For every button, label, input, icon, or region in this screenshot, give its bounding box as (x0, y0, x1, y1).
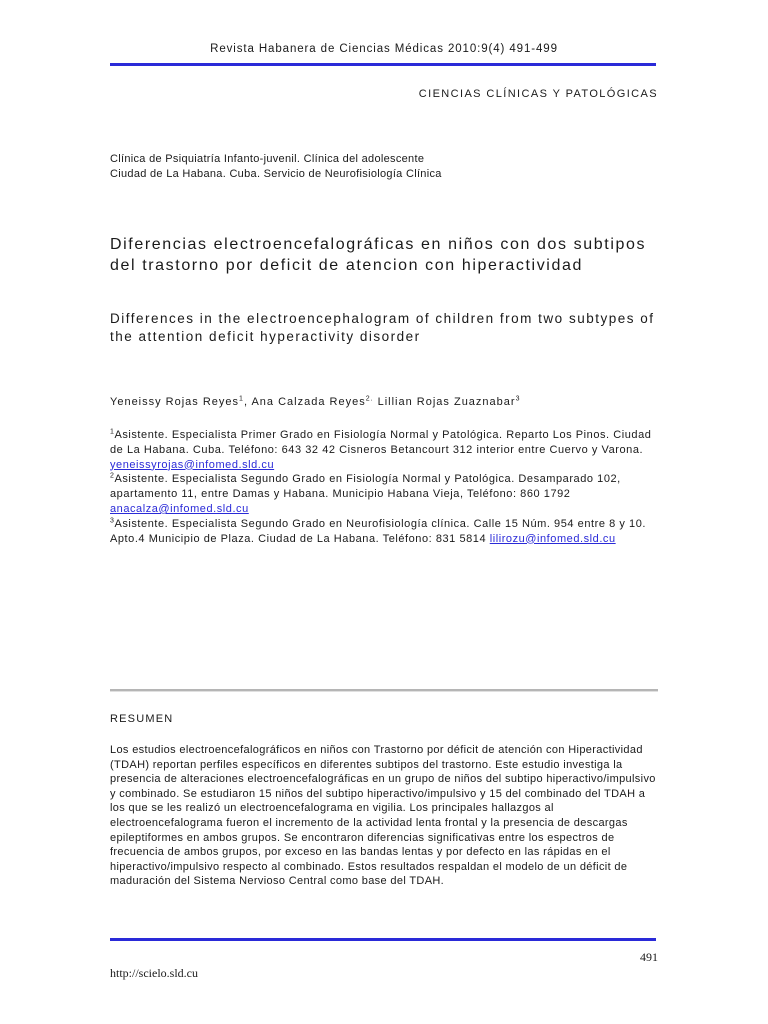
page-number: 491 (640, 950, 658, 964)
author-separator: , (243, 396, 252, 408)
section-label: CIENCIAS CLÍNICAS Y PATOLÓGICAS (418, 88, 658, 100)
author-3: Lillian Rojas Zuaznabar (377, 396, 516, 408)
bottom-divider (110, 938, 656, 941)
abstract-heading: RESUMEN (110, 713, 174, 725)
email-link-3[interactable]: lilirozu@infomed.sld.cu (489, 532, 616, 545)
author-list (110, 396, 670, 408)
section-divider (110, 689, 658, 692)
institution-block (110, 152, 670, 182)
institution-line-2: Ciudad de La Habana. Cuba. Servicio de Neurofisiología Clínica (110, 168, 442, 180)
affiliation-3 (110, 517, 658, 547)
title-spanish: Diferencias electroencefalográficas en niños con dos subtipos del trastorno por deficit de atencion con hiperactividad (110, 236, 647, 274)
author-3-marker: 3 (515, 395, 521, 403)
author-2: Ana Calzada Reyes (251, 396, 366, 408)
affiliation-1-text: Asistente. Especialista Primer Grado en Fisiología Normal y Patológica. Reparto Los Pinos. Ciudad de La Habana. Cuba. Teléfono: 643 32 42 Cisneros Betancourt 312 interior entre Cuervo y Varona. (110, 429, 652, 456)
author-1-marker: 1 (239, 395, 244, 403)
affiliation-2-text: Asistente. Especialista Segundo Grado en Fisiología Normal y Patológica. Desamparado 102, apartamento 11, entre Damas y Habana. Municipio Habana Vieja, Teléfono: 860 1792 (110, 473, 621, 501)
author-2-marker: 2. (365, 395, 374, 403)
author-1: Yeneissy Rojas Reyes (110, 396, 240, 408)
title-english: Differences in the electroencephalogram of children from two subtypes of the attention deficit hyperactivity disorder (110, 311, 655, 344)
top-divider (110, 63, 656, 66)
affiliation-1 (110, 428, 658, 472)
affiliations (110, 428, 658, 546)
affiliation-2 (110, 472, 658, 516)
affiliation-3-text: Asistente. Especialista Segundo Grado en Neurofisiología clínica. Calle 15 Núm. 954 entre 8 y 10. Apto.4 Municipio de Plaza. Ciudad de La Habana. Teléfono: 831 5814 (110, 517, 646, 545)
email-link-2[interactable]: anacalza@infomed.sld.cu (110, 502, 249, 515)
email-link-1[interactable]: yeneissyrojas@infomed.sld.cu (110, 458, 275, 471)
footer-url[interactable]: http://scielo.sld.cu (110, 966, 198, 980)
affiliation-1-marker: 1 (110, 428, 115, 436)
institution-line-1: Clínica de Psiquiatría Infanto-juvenil. Clínica del adolescente (110, 153, 425, 165)
abstract-text: Los estudios electroencefalográficos en niños con Trastorno por déficit de atención con Hiperactividad (TDAH) reportan perfiles específicos en diferentes subtipos del trastorno. Este estudio investiga la presencia de alteraciones electroencefalográficas en un grupo de niños del subtipo hiperactivo/impulsivo y combinado. Se estudiaron 15 niños del subtipo hiperactivo/impulsivo y 15 del combinado del TDAH a los que se les realizó un electroencefalograma en vigilia. Los principales hallazgos al electroencefalograma fueron el incremento de la actividad lenta frontal y la presencia de descargas epileptiformes en ambos grupos. Se encontraron diferencias significativas entre los espectros de frecuencia de ambos grupos, por exceso en las bandas lentas y por defecto en las rápidas en el hiperactivo/impulsivo respecto al combinado. Estos resultados respaldan el modelo de un déficit de maduración del Sistema Nervioso Central como base del TDAH. (110, 744, 656, 888)
affiliation-2-marker: 2 (110, 472, 115, 480)
affiliation-3-marker: 3 (110, 517, 115, 525)
journal-citation: Revista Habanera de Ciencias Médicas 2010:9(4) 491-499 (210, 43, 558, 55)
